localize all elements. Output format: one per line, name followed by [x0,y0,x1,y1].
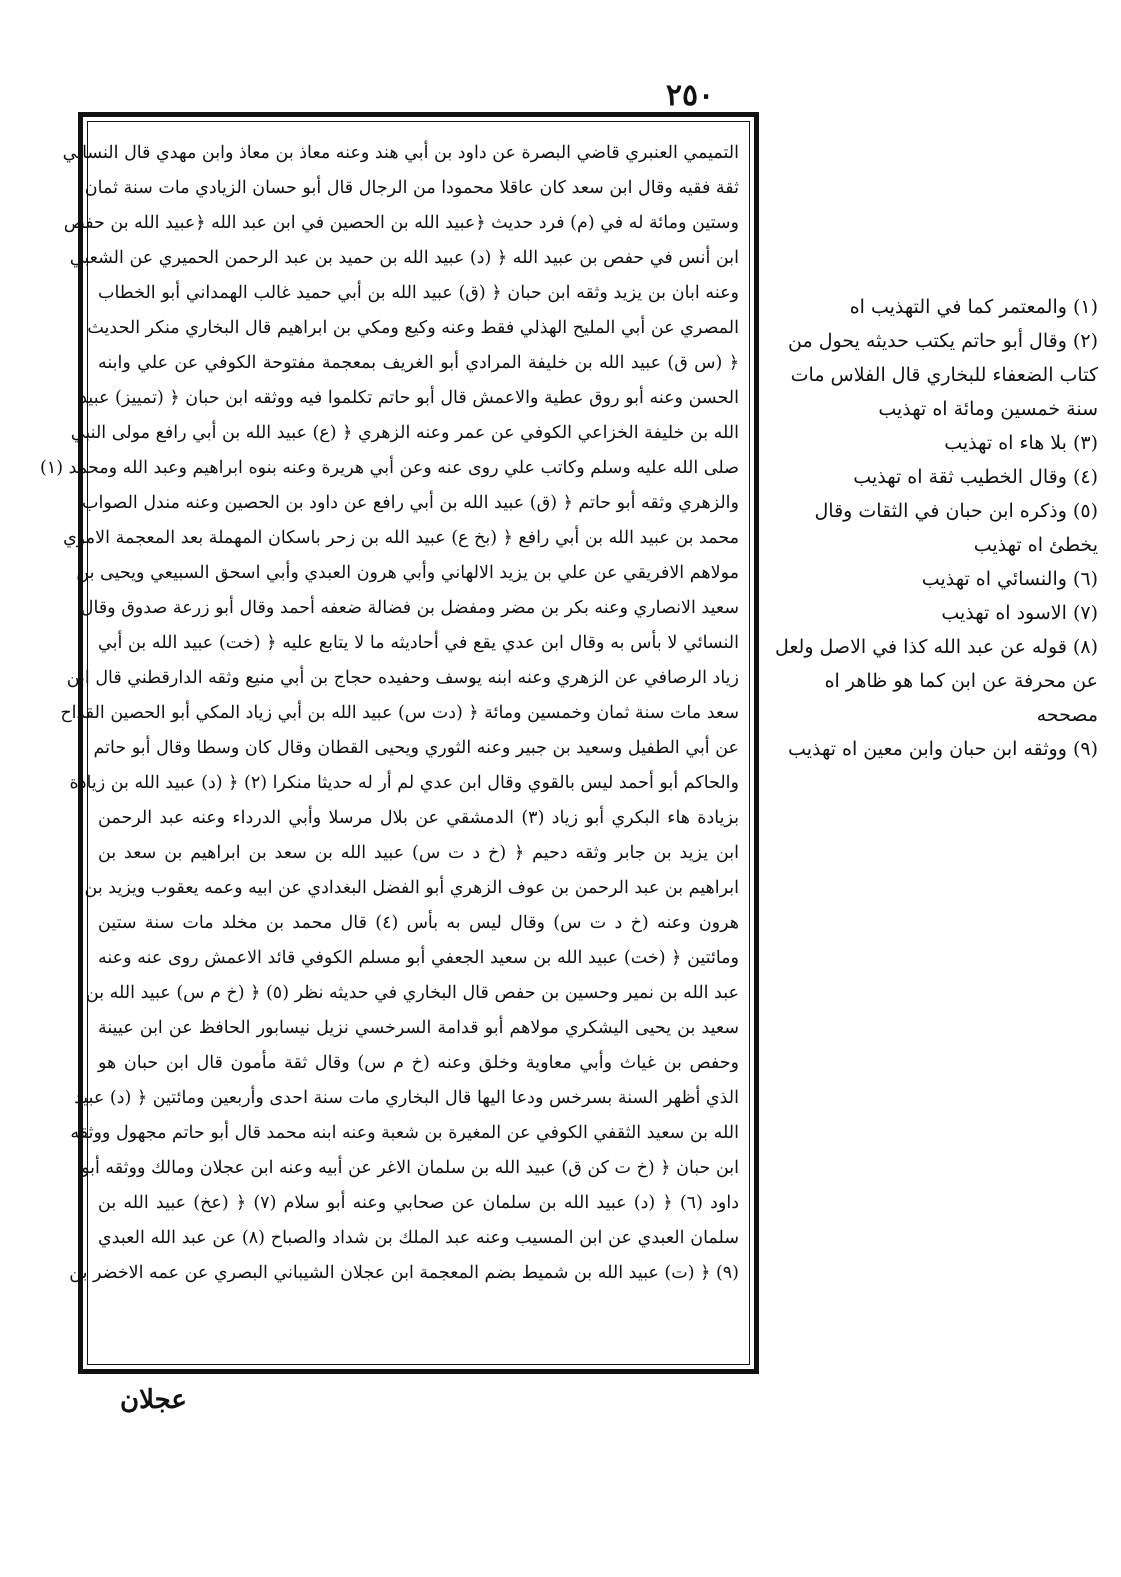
main-text-line: الحسن وعنه أبو روق عطية والاعمش قال أبو حاتم تكلموا فيه ووثقه ابن حبان ﴿ (تمييز) عبيد [79,388,739,408]
footnote: (٣) بلا هاء اه تهذيب [944,432,1098,454]
main-text-line: وعنه ابان بن يزيد وثقه ابن حبان ﴿ (ق) عبيد الله بن أبي حميد غالب الهمداني أبو الخطاب [98,283,739,303]
catchword: عجلان [120,1385,187,1415]
main-text-line: هرون وعنه (خ د ت س) وقال ليس به بأس (٤) قال محمد بن مخلد مات سنة ستين [98,913,740,933]
main-text-line: ابن أنس في حفص بن عبيد الله ﴿ (د) عبيد الله بن حميد بن عبد الرحمن الحميري عن الشعبي [69,248,739,268]
main-text-line: ﴿ (س ق) عبيد الله بن خليفة المرادي أبو الغريف بمعجمة مفتوحة الكوفي عن علي وابنه [98,353,739,373]
footnote: (١) والمعتمر كما في التهذيب اه [849,296,1098,318]
text-frame-inner [40,121,750,1365]
main-text-line: ومائتين ﴿ (خت) عبيد الله بن سعيد الجعفي أبو مسلم الكوفي قائد الاعمش روى عنه وعنه [98,948,739,968]
footnote: (٤) وقال الخطيب ثقة اه تهذيب [853,466,1098,488]
main-text-line: سعيد بن يحيى اليشكري مولاهم أبو قدامة السرخسي نزيل نيسابور الحافظ عن ابن عيينة [98,1018,739,1038]
main-text-line: عبد الله بن نمير وحسين بن حفص قال البخاري في حديثه نظر (٥) ﴿ (خ م س) عبيد الله بن [85,983,739,1003]
main-text-line: مولاهم الافريقي عن علي بن يزيد الالهاني وأبي هرون العبدي وأبي اسحق السبيعي ويحيى بن [76,563,739,583]
main-text-line: وحفص بن غياث وأبي معاوية وخلق وعنه (خ م س) وقال ثقة مأمون قال ابن حبان هو [98,1053,739,1073]
main-text-line: ابن يزيد بن جابر وثقه دحيم ﴿ (خ د ت س) عبيد الله بن سعد بن ابراهيم بن سعد بن [98,843,739,863]
main-text-line: ابراهيم بن عبد الرحمن بن عوف الزهري أبو الفضل البغدادي عن ابيه وعمه يعقوب ويزيد بن [84,878,739,898]
main-text-line: سلمان العبدي عن ابن المسيب وعنه عبد الملك بن شداد والصباح (٨) عن عبد الله العبدي [98,1228,739,1248]
main-text-line: وستين ومائة له في (م) فرد حديث ﴿عبيد الله بن الحصين في ابن عبد الله ﴿عبيد الله بن حفص [63,213,739,233]
main-text-line: داود (٦) ﴿ (د) عبيد الله بن سلمان عن صحابي وعنه أبو سلام (٧) ﴿ (عخ) عبيد الله بن [98,1193,739,1213]
footnote: (٦) والنسائي اه تهذيب [921,568,1098,590]
main-text-line: ابن حبان ﴿ (خ ت كن ق) عبيد الله بن سلمان الاغر عن أبيه وعنه ابن عجلان ومالك ووثقه أبو [81,1158,739,1178]
main-text-line: المصري عن أبي المليح الهذلي فقط وعنه وكيع ومكي بن ابراهيم قال البخاري منكر الحديث [87,318,739,338]
footnote: (٢) وقال أبو حاتم يكتب حديثه يحول من كتاب الضعفاء للبخاري قال الفلاس مات سنة خمسين ومائة اه تهذيب [788,330,1098,420]
main-text-line: الذي أظهر السنة بسرخس ودعا اليها قال البخاري مات سنة احدى وأربعين ومائتين ﴿ (د) عبيد [74,1088,739,1108]
footnote: (٨) قوله عن عبد الله كذا في الاصل ولعل عن محرفة عن ابن كما هو ظاهر اه مصححه [774,636,1098,726]
main-text-block [40,136,740,1354]
text-frame [40,112,759,1374]
main-text-line: عن أبي الطفيل وسعيد بن جبير وعنه الثوري ويحيى القطان وقال كان وسطا وقال أبو حاتم [93,738,739,758]
main-text-line: بزيادة هاء البكري أبو زياد (٣) الدمشقي عن بلال مرسلا وأبي الدرداء وعنه عبد الرحمن [98,808,739,828]
main-text-line: الله بن سعيد الثقفي الكوفي عن المغيرة بن شعبة وعنه ابنه محمد قال أبو حاتم مجهول ووثقه [70,1123,739,1143]
main-text-line: ثقة فقيه وقال ابن سعد كان عاقلا محمودا من الرجال قال أبو حسان الزيادي مات سنة ثمان [84,178,739,198]
main-text-line: والحاكم أبو أحمد ليس بالقوي وقال ابن عدي لم أر له حديثا منكرا (٢) ﴿ (د) عبيد الله بن زيادة [69,773,739,793]
footnote: (٩) ووثقه ابن حبان وابن معين اه تهذيب [788,738,1098,760]
main-text-line: سعد مات سنة ثمان وخمسين ومائة ﴿ (دت س) عبيد الله بن أبي زياد المكي أبو الحصين القداح [60,703,739,723]
main-text-line: والزهري وثقه أبو حاتم ﴿ (ق) عبيد الله بن أبي رافع عن داود بن الحصين وعنه مندل الصواب [82,493,739,513]
main-text-line: الله بن خليفة الخزاعي الكوفي عن عمر وعنه الزهري ﴿ (ع) عبيد الله بن أبي رافع مولى النبي [70,423,739,443]
main-text-line: التميمي العنبري قاضي البصرة عن داود بن أبي هند وعنه معاذ بن معاذ وابن مهدي قال النسائي [62,143,739,163]
main-text-line: صلى الله عليه وسلم وكاتب علي روى عنه وعن أبي هريرة وعنه بنوه ابراهيم وعبد الله ومحمد (١) [40,458,739,478]
page-number: ٢٥٠ [665,78,715,113]
main-text-line: (٩) ﴿ (ت) عبيد الله بن شميط بضم المعجمة ابن عجلان الشيباني البصري عن عمه الاخضر بن [69,1263,739,1283]
margin-notes [768,290,1098,766]
main-text-line: محمد بن عبيد الله بن أبي رافع ﴿ (بخ ع) عبيد الله بن زحر باسكان المهملة بعد المعجمة الاموي [63,528,739,548]
footnote: (٥) وذكره ابن حبان في الثقات وقال يخطئ اه تهذيب [814,500,1098,556]
footnote: (٧) الاسود اه تهذيب [941,602,1098,624]
main-text-line: النسائي لا بأس به وقال ابن عدي يقع في أحاديثه ما لا يتابع عليه ﴿ (خت) عبيد الله بن أبي [98,633,739,653]
main-text-line: سعيد الانصاري وعنه بكر بن مضر ومفضل بن فضالة ضعفه أحمد وقال أبو زرعة صدوق وقال [80,598,739,618]
main-text-line: زياد الرصافي عن الزهري وعنه ابنه يوسف وحفيده حجاج بن أبي منيع وثقه الدارقطني قال ابن [66,668,739,688]
